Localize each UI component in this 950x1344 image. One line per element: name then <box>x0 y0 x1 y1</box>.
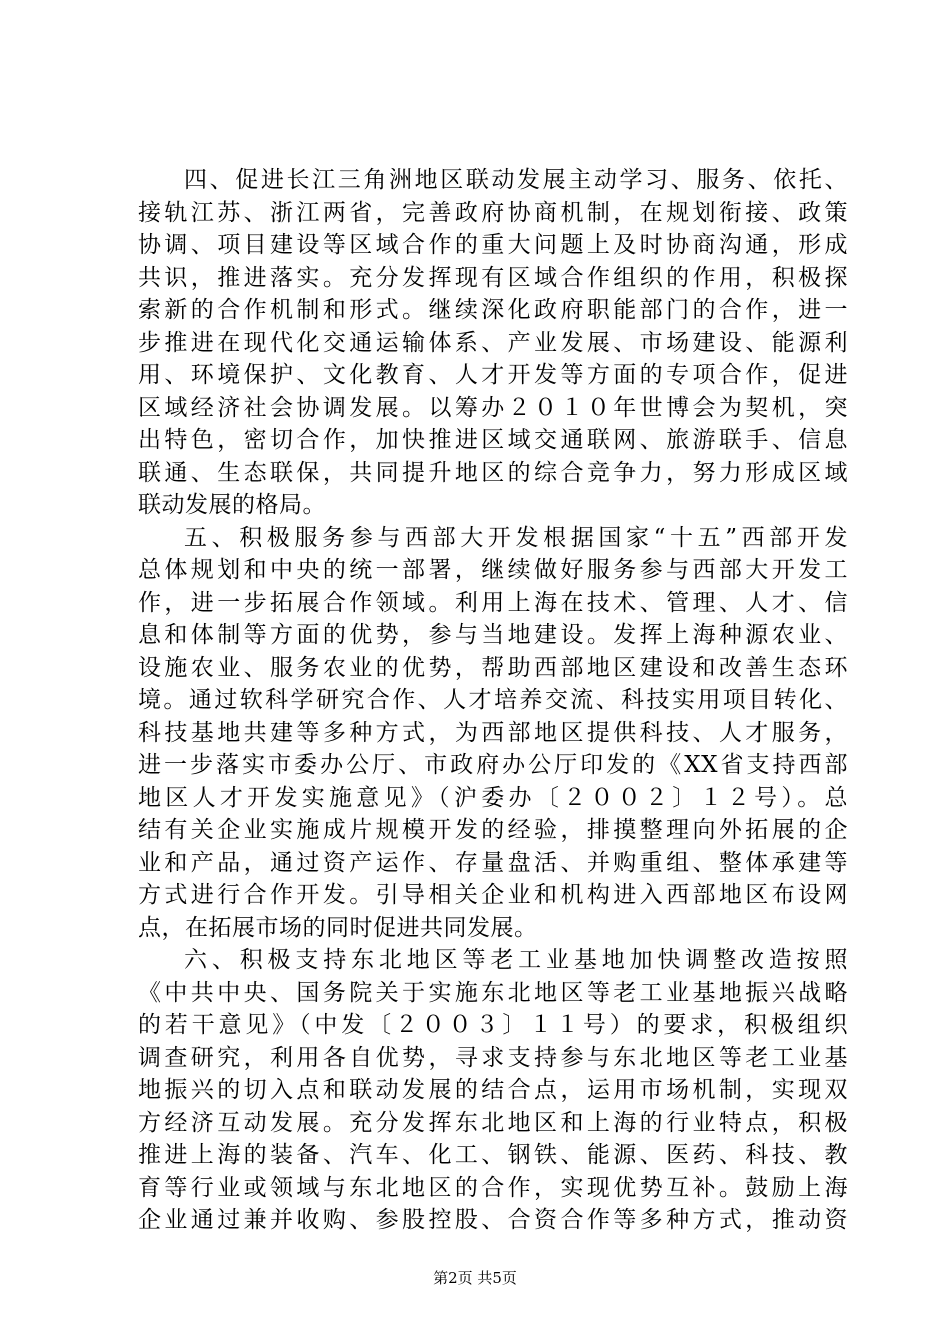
text-line: 育等行业或领域与东北地区的合作，实现优势互补。鼓励上海 <box>138 1174 848 1201</box>
text-line: 企业通过兼并收购、参股控股、合资合作等多种方式，推动资 <box>138 1207 848 1233</box>
page-number-footer: 第2页 共5页 <box>433 1269 517 1287</box>
text-line: 调查研究，利用各自优势，寻求支持参与东北地区等老工业基 <box>138 1044 848 1071</box>
text-line: 《中共中央、国务院关于实施东北地区等老工业基地振兴战略 <box>138 979 848 1006</box>
text-line: 科技基地共建等多种方式，为西部地区提供科技、人才服务， <box>138 719 848 746</box>
text-line: 区域经济社会协调发展。以筹办２０１０年世博会为契机，突 <box>138 394 848 421</box>
text-line: 推进上海的装备、汽车、化工、钢铁、能源、医药、科技、教 <box>138 1142 848 1168</box>
text-line: 设施农业、服务农业的优势，帮助西部地区建设和改善生态环 <box>138 654 848 681</box>
text-line: 出特色，密切合作，加快推进区域交通联网、旅游联手、信息 <box>138 427 848 453</box>
text-line: 进一步落实市委办公厅、市政府办公厅印发的《XX省支持西部 <box>138 752 848 778</box>
text-line: 步推进在现代化交通运输体系、产业发展、市场建设、能源利 <box>138 329 848 356</box>
text-line: 境。通过软科学研究合作、人才培养交流、科技实用项目转化、 <box>138 687 848 713</box>
document-body <box>138 164 848 1237</box>
paragraph-section-4 <box>138 164 848 522</box>
text-line: 点，在拓展市场的同时促进共同发展。 <box>138 914 538 941</box>
text-line: 共识，推进落实。充分发挥现有区域合作组织的作用，积极探 <box>138 264 848 291</box>
text-line: 用、环境保护、文化教育、人才开发等方面的专项合作，促进 <box>138 362 848 388</box>
text-line: 总体规划和中央的统一部署，继续做好服务参与西部大开发工 <box>138 557 848 583</box>
text-line: 息和体制等方面的优势，参与当地建设。发挥上海种源农业、 <box>138 622 848 648</box>
text-line: 地振兴的切入点和联动发展的结合点，运用市场机制，实现双 <box>138 1077 848 1103</box>
text-line: 方式进行合作开发。引导相关企业和机构进入西部地区布设网 <box>138 882 848 908</box>
text-line: 接轨江苏、浙江两省，完善政府协商机制，在规划衔接、政策 <box>138 199 848 226</box>
text-line: 联动发展的格局。 <box>138 492 326 518</box>
text-line: 四、促进长江三角洲地区联动发展主动学习、服务、依托、 <box>184 167 848 193</box>
text-line: 六、积极支持东北地区等老工业基地加快调整改造按照 <box>184 947 848 973</box>
text-line: 的若干意见》（中发〔２００３〕１１号）的要求，积极组织 <box>138 1012 848 1038</box>
text-line: 联通、生态联保，共同提升地区的综合竞争力，努力形成区域 <box>138 459 848 486</box>
text-line: 协调、项目建设等区域合作的重大问题上及时协商沟通，形成 <box>138 232 848 258</box>
text-line: 五、积极服务参与西部大开发根据国家“十五”西部开发 <box>184 524 848 551</box>
text-line: 结有关企业实施成片规模开发的经验，排摸整理向外拓展的企 <box>138 817 848 843</box>
text-line: 地区人才开发实施意见》（沪委办〔２００２〕１２号）。总 <box>138 784 848 811</box>
text-line: 方经济互动发展。充分发挥东北地区和上海的行业特点，积极 <box>138 1109 848 1136</box>
text-line: 业和产品，通过资产运作、存量盘活、并购重组、整体承建等 <box>138 849 848 876</box>
paragraph-section-6 <box>138 944 848 1237</box>
text-line: 作，进一步拓展合作领域。利用上海在技术、管理、人才、信 <box>138 589 848 616</box>
paragraph-section-5 <box>138 522 848 945</box>
text-line: 索新的合作机制和形式。继续深化政府职能部门的合作，进一 <box>138 297 848 323</box>
